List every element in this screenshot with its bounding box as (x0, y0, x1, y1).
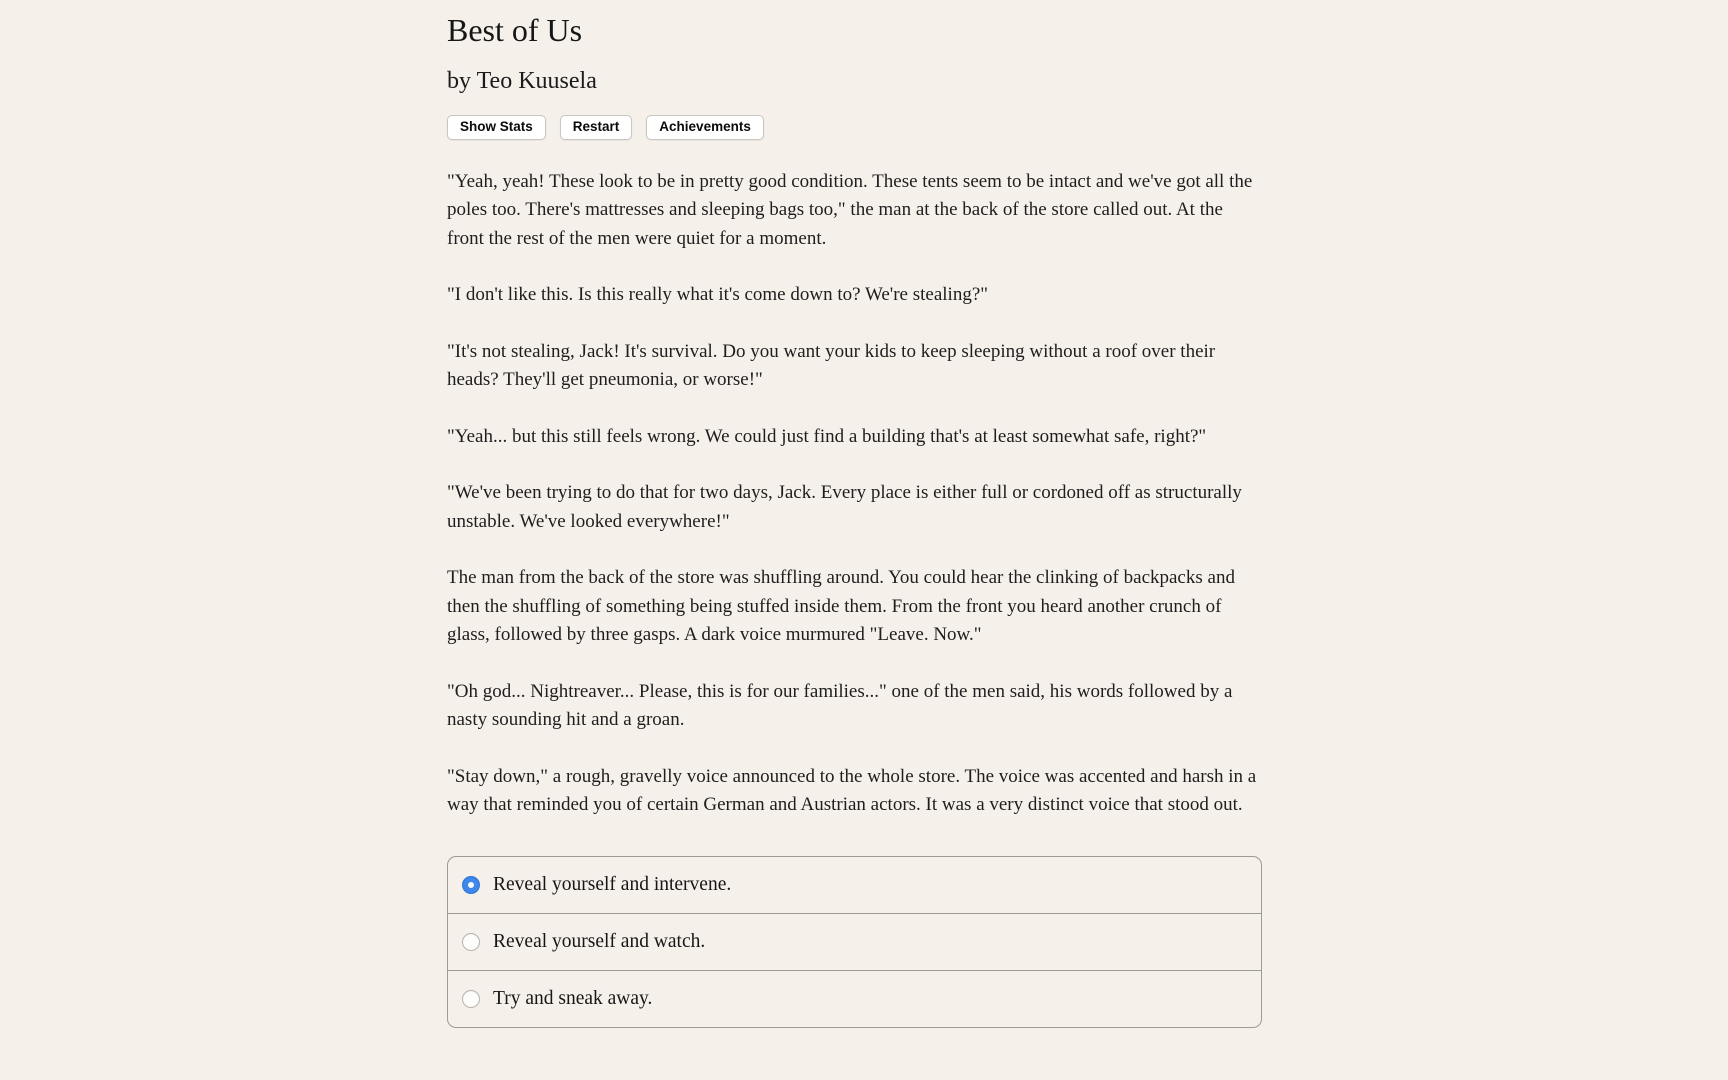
achievements-button[interactable]: Achievements (646, 115, 764, 140)
story-paragraph: "I don't like this. Is this really what it's come down to? We're stealing?" (447, 284, 989, 306)
choice-option-watch[interactable] (448, 913, 1261, 970)
story-paragraph: The man from the back of the store was shuffling around. You could hear the clinking of backpacks and then the shuffling of something being stuffed inside them. From the front you heard another crunch of glass, followed by three gasps. A dark voice murmured "Leave. Now." (447, 567, 1235, 646)
restart-button[interactable]: Restart (560, 115, 633, 140)
choice-label: Try and sneak away. (493, 987, 653, 1009)
page-title: Best of Us (447, 12, 583, 48)
radio-unselected-icon[interactable] (462, 933, 480, 951)
radio-unselected-icon[interactable] (462, 990, 480, 1008)
choice-label: Reveal yourself and intervene. (493, 873, 732, 895)
story-paragraph: "Yeah... but this still feels wrong. We could just find a building that's at least somewhat safe, right?" (447, 425, 1207, 447)
story-paragraph: "Stay down," a rough, gravelly voice announced to the whole store. The voice was accented and harsh in a way that reminded you of certain German and Austrian actors. It was a very distinct voice that stood out. (447, 765, 1257, 816)
radio-selected-icon[interactable] (462, 876, 480, 894)
choice-option-intervene[interactable] (448, 857, 1261, 913)
author-line: by Teo Kuusela (447, 67, 597, 94)
choice-option-sneak-away[interactable] (448, 970, 1261, 1027)
choice-label: Reveal yourself and watch. (493, 930, 706, 952)
choice-group (447, 856, 1262, 1028)
story-text (447, 168, 1262, 820)
story-paragraph: "We've been trying to do that for two days, Jack. Every place is either full or cordoned off as structurally unstable. We've looked everywhere!" (447, 482, 1242, 532)
show-stats-button[interactable]: Show Stats (447, 115, 546, 140)
toolbar (447, 115, 1262, 140)
story-paragraph: "Oh god... Nightreaver... Please, this is for our families..." one of the men said, his words followed by a nasty sounding hit and a groan. (447, 680, 1233, 731)
story-paragraph: "Yeah, yeah! These look to be in pretty good condition. These tents seem to be intact and we've got all the poles too. There's mattresses and sleeping bags too," the man at the back of the store called out. At the front the rest of the men were quiet for a moment. (447, 170, 1253, 249)
story-paragraph: "It's not stealing, Jack! It's survival. Do you want your kids to keep sleeping without a roof over their heads? They'll get pneumonia, or worse!" (447, 340, 1216, 391)
